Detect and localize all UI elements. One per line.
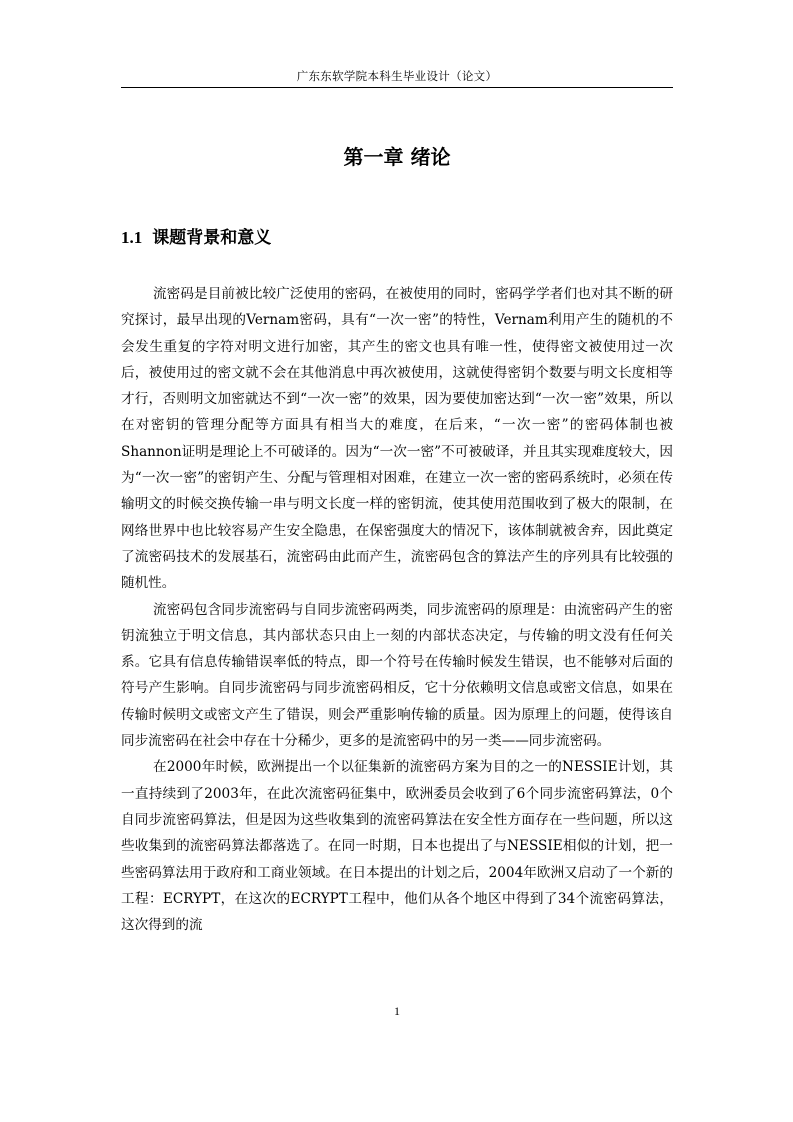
body-text — [121, 281, 673, 938]
paragraph-2: 流密码包含同步流密码与自同步流密码两类，同步流密码的原理是：由流密码产生的密钥流独立于明文信息，其内部状态只由上一刻的内部状态决定，与传输的明文没有任何关系。它具有信息传输错误率低的特点，即一个符号在传输时候发生错误，也不能够对后面的符号产生影响。自同步流密码与同步流密码相反，它十分依赖明文信息或密文信息，如果在传输时候明文或密文产生了错误，则会严重影响传输的质量。因为原理上的问题，使得该自同步流密码在社会中存在十分稀少，更多的是流密码中的另一类——同步流密码。 — [121, 601, 673, 750]
paragraph-3: 在2000年时候，欧洲提出一个以征集新的流密码方案为目的之一的NESSIE计划，其一直持续到了2003年，在此次流密码征集中，欧洲委员会收到了6个同步流密码算法，0个自同步流密码算法，但是因为这些收集到的流密码算法在安全性方面存在一些问题，所以这些收集到的流密码算法都落选了。在同一时期，日本也提出了与NESSIE相似的计划，把一些密码算法用于政府和工商业领域。在日本提出的计划之后，2004年欧洲又启动了一个新的工程：ECRYPT，在这次的ECRYPT工程中，他们从各个地区中得到了34个流密码算法，这次得到的流 — [121, 759, 673, 934]
paragraph-1: 流密码是目前被比较广泛使用的密码，在被使用的同时，密码学学者们也对其不断的研究探讨，最早出现的Vernam密码，具有“一次一密”的特性，Vernam利用产生的随机的不会发生重复的字符对明文进行加密，其产生的密文也具有唯一性，使得密文被使用过一次后，被使用过的密文就不会在其他消息中再次被使用，这就使得密钥个数要与明文长度相等才行，否则明文加密就达不到“一次一密”的效果，因为要使加密达到“一次一密”效果，所以在对密钥的管理分配等方面具有相当大的难度，在后来，“一次一密”的密码体制也被Shannon证明是理论上不可破译的。因为“一次一密”不可被破译，并且其实现难度较大，因为“一次一密”的密钥产生、分配与管理相对困难，在建立一次一密的密码系统时，必须在传输明文的时候交换传输一串与明文长度一样的密钥流，使其使用范围收到了极大的限制，在网络世界中也比较容易产生安全隐患，在保密强度大的情况下，该体制就被舍弃，因此奠定了流密码技术的发展基石，流密码由此而产生，流密码包含的算法产生的序列具有比较强的随机性。 — [121, 286, 673, 592]
header-rule — [121, 87, 673, 88]
running-header: 广东东软学院本科生毕业设计（论文） — [296, 69, 498, 83]
section-heading — [121, 225, 271, 251]
section-number: 1.1 — [121, 228, 143, 247]
chapter-title: 第一章 绪论 — [343, 145, 451, 169]
section-title: 课题背景和意义 — [152, 228, 272, 248]
page-number: 1 — [394, 1004, 400, 1018]
